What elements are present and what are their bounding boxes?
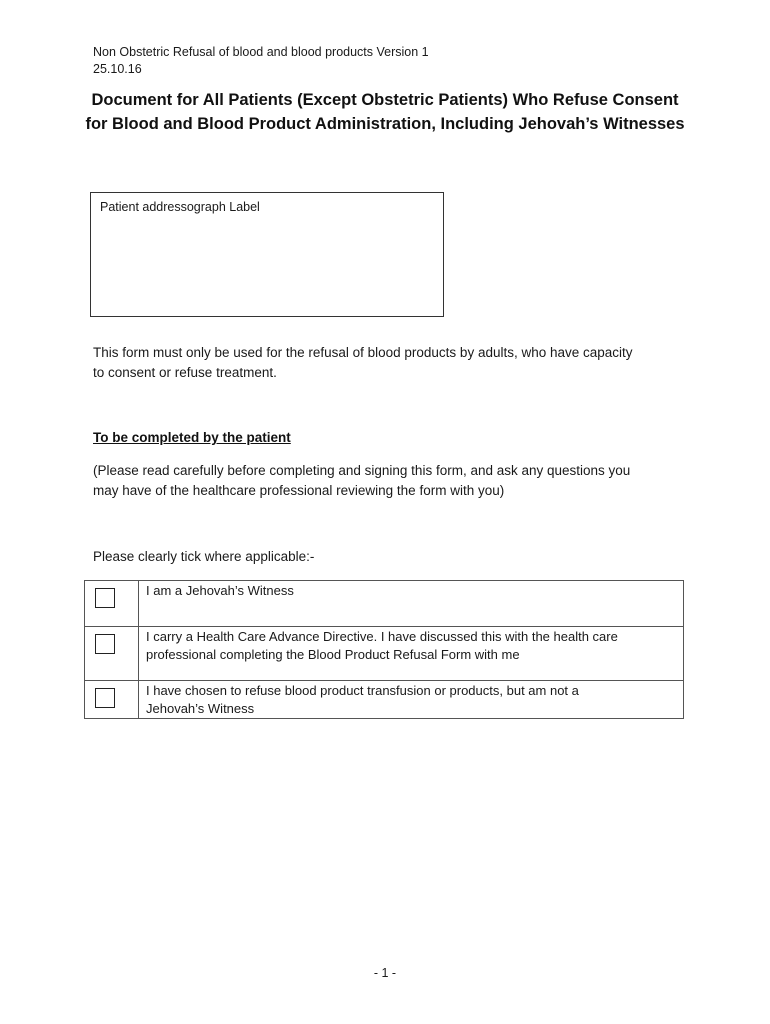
patient-addressograph-box[interactable] [90,192,444,317]
option-row [85,581,684,627]
advance-directive-checkbox[interactable] [95,634,115,654]
option-line-2: Jehovah’s Witness [146,701,255,716]
intro-line-1: This form must only be used for the refusal of blood products by adults, who have capacity [93,345,633,360]
document-title [60,88,710,136]
option-text [139,681,684,719]
option-row [85,681,684,719]
instructions-paragraph [93,461,693,501]
addressograph-label: Patient addressograph Label [100,200,260,214]
option-text [139,581,684,627]
checkbox-cell [85,681,139,719]
intro-line-2: to consent or refuse treatment. [93,365,277,380]
intro-paragraph [93,343,693,383]
title-line-2: for Blood and Blood Product Administration, Including Jehovah’s Witnesses [85,115,685,133]
instructions-line-2: may have of the healthcare professional reviewing the form with you) [93,483,505,498]
checkbox-cell [85,581,139,627]
section-heading: To be completed by the patient [93,430,291,445]
checkbox-cell [85,627,139,681]
page-number: - 1 - [373,966,397,980]
jehovahs-witness-checkbox[interactable] [95,588,115,608]
option-line-1: I am a Jehovah’s Witness [146,583,294,598]
option-row [85,627,684,681]
refuse-not-jehovah-checkbox[interactable] [95,688,115,708]
option-line-1: I carry a Health Care Advance Directive. I have discussed this with the health care [146,629,618,644]
option-line-2: professional completing the Blood Product Refusal Form with me [146,647,520,662]
option-text [139,627,684,681]
title-line-1: Document for All Patients (Except Obstetric Patients) Who Refuse Consent [91,91,679,109]
header-date-line: 25.10.16 [93,62,142,76]
tick-options-table [84,580,684,719]
option-line-1: I have chosen to refuse blood product transfusion or products, but am not a [146,683,579,698]
instructions-line-1: (Please read carefully before completing and signing this form, and ask any questions you [93,463,631,478]
tick-prompt: Please clearly tick where applicable:- [93,549,315,564]
header-version-line: Non Obstetric Refusal of blood and blood products Version 1 [93,45,429,59]
